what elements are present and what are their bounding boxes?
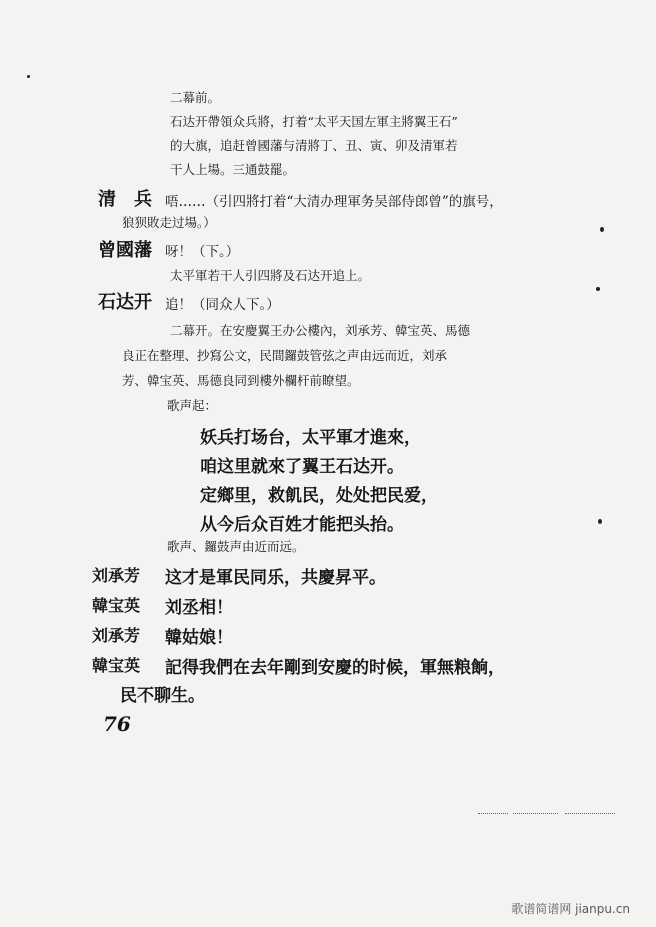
dialogue-line: 刘丞相！ (165, 598, 233, 618)
scan-speck (27, 75, 30, 78)
song-intro: 歌声起： (167, 398, 218, 413)
dialogue-line: 这才是軍民同乐，共慶昇平。 (165, 568, 386, 588)
scan-speck (596, 287, 600, 291)
song-line: 妖兵打场台，太平軍才進來， (200, 428, 421, 448)
speaker: 韓宝英 (92, 596, 141, 615)
speaker: 刘承芳 (92, 626, 141, 645)
scan-dots (478, 813, 508, 815)
dialogue-line: 民不聊生。 (120, 686, 205, 706)
speaker-qingbing: 清 兵 (98, 189, 152, 210)
site-watermark: 歌谱简谱网 jianpu.cn (511, 902, 630, 916)
dialogue-line: 記得我們在去年剛到安慶的时候，軍無粮餉， (165, 658, 505, 678)
dialogue-line: 追！（同众人下。） (165, 297, 280, 313)
dialogue-line: 韓姑娘！ (165, 628, 233, 648)
dialogue-line: 呀！（下。） (165, 244, 240, 260)
scan-dots (513, 813, 558, 815)
stage-direction-line: 歌声、鑼鼓声由近而远。 (167, 539, 305, 554)
song-line: 定鄉里，救飢民，处处把民爱， (200, 486, 438, 506)
song-line: 咱这里就來了翼王石达开。 (200, 457, 404, 477)
stage-direction-line: 二幕前。 (170, 90, 221, 105)
stage-direction-line: 太平軍若干人引四將及石达开追上。 (170, 268, 371, 283)
song-line: 从今后众百姓才能把头抬。 (200, 515, 404, 535)
scan-speck (598, 519, 602, 524)
stage-direction-line: 良正在整理、抄寫公文，民間鑼鼓管弦之声由远而近，刘承 (122, 348, 448, 363)
scan-dots (565, 813, 615, 815)
stage-direction-line: 干人上場。三通鼓罷。 (170, 162, 296, 177)
speaker: 刘承芳 (92, 566, 141, 585)
speaker: 韓宝英 (92, 656, 141, 675)
scan-speck (600, 227, 604, 232)
dialogue-line: 狼狈敗走过場。） (122, 215, 216, 230)
speaker-zeng-guofan: 曾國藩 (98, 240, 152, 261)
stage-direction-line: 的大旗，追赶曾國藩与清將丁、丑、寅、卯及清軍若 (170, 138, 458, 153)
stage-direction-line: 芳、韓宝英、馬德良同到樓外欄杆前瞭望。 (122, 373, 360, 388)
page-number: 76 (103, 712, 131, 736)
speaker-shi-dakai: 石达开 (98, 292, 152, 313)
stage-direction-line: 石达开帶領众兵將，打着“太平天国左軍主將翼王石” (170, 114, 458, 129)
stage-direction-line: 二幕开。在安慶翼王办公樓內，刘承芳、韓宝英、馬德 (170, 323, 471, 338)
dialogue-line: 唔……（引四將打着“大清办理軍务吴部侍郎曾”的旗号， (165, 194, 503, 210)
